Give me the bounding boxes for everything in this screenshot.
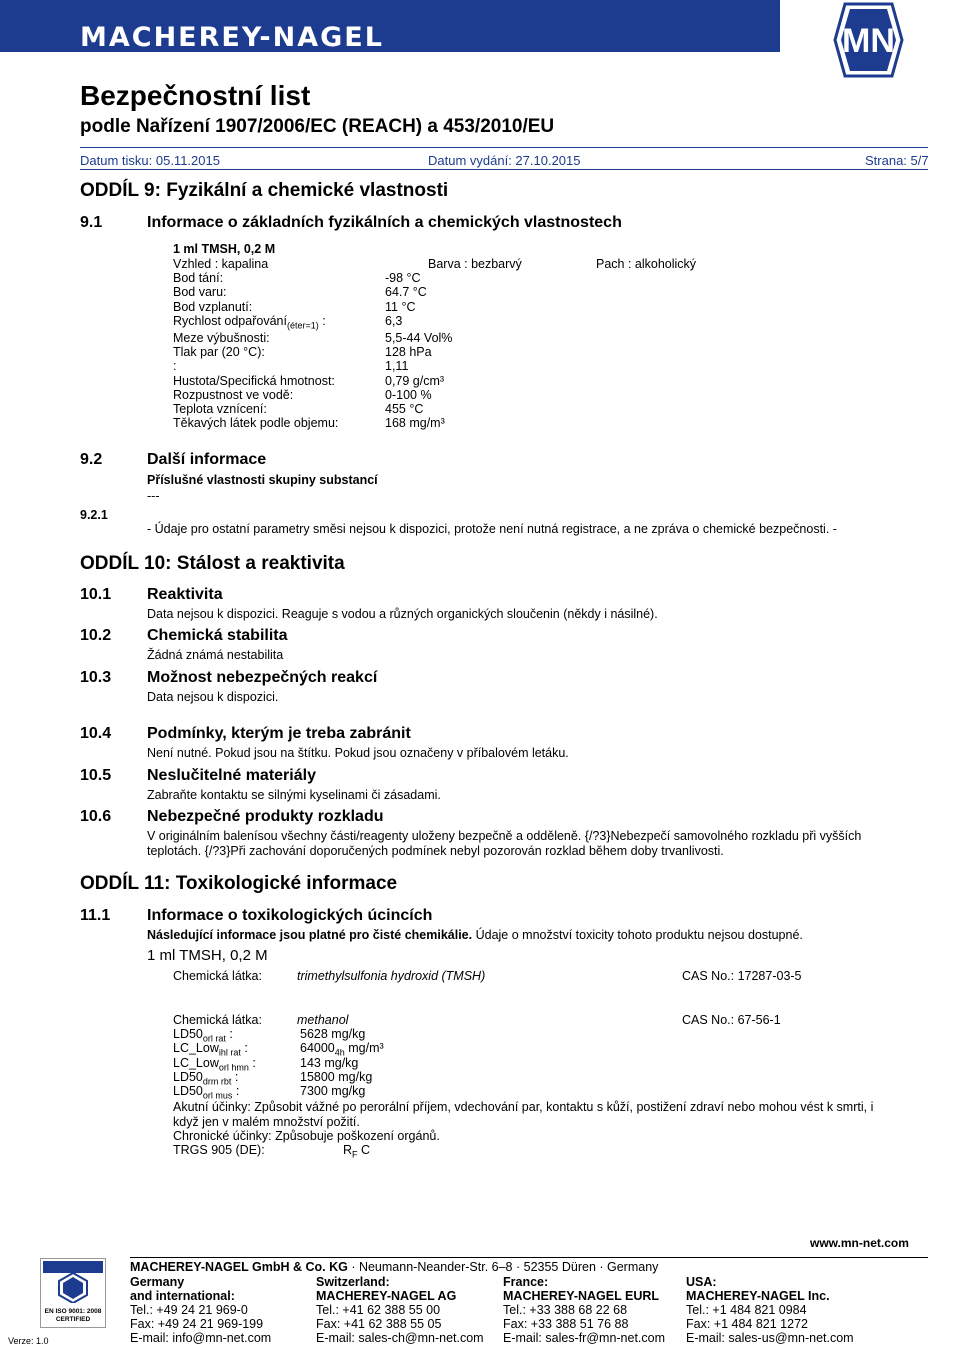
tox-product: 1 ml TMSH, 0,2 M [147,947,268,964]
tox-value: 7300 mg/kg [300,1084,366,1098]
s10-number: 10.3 [80,669,112,686]
footer-company: MACHEREY-NAGEL GmbH & Co. KG · Neumann-Neander-Str. 6–8 · 52355 Düren · Germany [130,1260,659,1274]
s10-text: V originálním balenísou všechny části/reagenty uloženy bezpečně a odděleně. {/?3}Nebezpečí samovolného rozkladu při vyšších [147,829,862,843]
s10-heading: Reaktivita [147,586,223,603]
acute-effects: Akutní účinky: Způsobit vážné po perorální příjem, vdechování par, kontaktu s kůží, postižení zdraví nebo mohou vést k smrti, i [173,1100,874,1114]
tox-label: LC_Low$_{orl hmn}$ : [173,1056,256,1073]
prop-value: 6,3 [385,314,403,328]
brand-name: MACHEREY-NAGEL [80,22,384,53]
footer-divider [130,1257,928,1258]
contact-france: France: MACHEREY-NAGEL EURL Tel.: +33 388 68 22 68 Fax: +33 388 51 76 88 E-mail: sales-fr@mn-net.com [503,1275,666,1345]
color: Barva : bezbarvý [428,257,522,271]
s91-number: 9.1 [80,214,103,231]
trgs-label: TRGS 905 (DE): [173,1143,265,1157]
odor: Pach : alkoholický [596,257,697,271]
prop-value: 168 mg/m³ [385,416,445,430]
tox-label: $LD50_{orl rat}$ : [173,1027,233,1044]
prop-value: 128 hPa [385,345,432,359]
trgs-value: $R_F$ C [343,1143,371,1160]
contact-germany: Germany and international: Tel.: +49 24 21 969-0 Fax: +49 24 21 969-199 E-mail: info@mn-net.com [130,1275,272,1345]
contact-switzerland: Switzerland: MACHEREY-NAGEL AG Tel.: +41 62 388 55 00 Fax: +41 62 388 55 05 E-mail: sales-ch@mn-net.com [316,1275,484,1345]
s10-number: 10.2 [80,627,112,644]
s10-heading: Možnost nebezpečných reakcí [147,669,378,686]
cert-text: EN ISO 9001: 2008 CERTIFIED [44,1308,102,1323]
tox-label: $LD50_{orl mus}$ : [173,1084,240,1101]
prop-value: 5,5-44 Vol% [385,331,453,345]
section-9-title: ODDÍL 9: Fyzikální a chemické vlastnosti [80,180,449,201]
prop-value: 0-100 % [385,388,432,402]
prop-label: Hustota/Specifická hmotnost: [173,374,335,388]
s10-number: 10.4 [80,725,112,742]
chem-name: trimethylsulfonia hydroxid (TMSH) [297,969,486,983]
s91-title: Informace o základních fyzikálních a chemických vlastnostech [147,214,622,231]
doc-title: Bezpečnostní list [80,80,311,111]
chronic-effects: Chronické účinky: Způsobuje poškození orgánů. [173,1129,440,1143]
chem-label: Chemická látka: [173,969,262,983]
s92-label: Příslušné vlastnosti skupiny substancí [147,473,378,487]
doc-subtitle: podle Nařízení 1907/2006/EC (REACH) a 453/2010/EU [80,116,555,137]
prop-label: Bod vzplanutí: [173,300,253,314]
tox-label: $LD50_{drm rbt}$ : [173,1070,239,1087]
chem-label: Chemická látka: [173,1013,262,1027]
s10-number: 10.5 [80,767,112,784]
prop-label: Meze výbušnosti: [173,331,270,345]
chem-name: methanol [297,1013,349,1027]
contact-usa: USA: MACHEREY-NAGEL Inc. Tel.: +1 484 821 0984 Fax: +1 484 821 1272 E-mail: sales-us@mn-net.com [686,1275,854,1345]
s10-number: 10.6 [80,808,112,825]
prop-value: 0,79 g/cm³ [385,374,445,388]
print-date: Datum tisku: 05.11.2015 [80,153,220,168]
footer-website[interactable]: www.mn-net.com [810,1236,909,1250]
prop-label: Rozpustnost ve vodě: [173,388,294,402]
s10-text-cont: teplotách. {/?3}Při zachování doporučených podmínek nebyl pozorován rozklad během doby trvanlivosti. [147,844,724,858]
iso-icon [41,1259,105,1303]
logo-text: MN [842,22,895,60]
section-11-title: ODDÍL 11: Toxikologické informace [80,873,398,894]
page-number: Strana: 5/7 [865,153,929,168]
s10-number: 10.1 [80,586,112,603]
s10-text: Není nutné. Pokud jsou na štítku. Pokud jsou označeny v příbalovém letáku. [147,746,569,760]
tox-value: 143 mg/kg [300,1056,359,1070]
prop-value: 455 °C [385,402,424,416]
prop-value: 1,11 [385,359,409,373]
prop-value: -98 °C [385,271,421,285]
prop-label: Bod varu: [173,285,227,299]
divider [80,169,928,170]
s921-number: 9.2.1 [80,508,108,522]
s111-title: Informace o toxikologických úcincích [147,907,433,924]
s921-text: - Údaje pro ostatní parametry směsi nejsou k dispozici, protože není nutná registrace, a ne zpráva o chemické bezpečnosti. - [147,522,837,536]
iso-certificate-badge [40,1258,106,1328]
product-name: 1 ml TMSH, 0,2 M [173,242,276,256]
s10-heading: Podmínky, kterým je treba zabránit [147,725,411,742]
tox-value: 5628 mg/kg [300,1027,366,1041]
prop-value: 64.7 °C [385,285,427,299]
tox-note: Následující informace jsou platné pro čisté chemikálie. Údaje o množství toxicity tohoto produktu nejsou dostupné. [147,928,803,942]
s10-heading: Chemická stabilita [147,627,288,644]
mn-logo [780,0,960,80]
s92-dash: --- [147,489,160,503]
issue-date: Datum vydání: 27.10.2015 [428,153,581,168]
tox-value: $64000_{4h}$ mg/m³ [300,1041,384,1058]
prop-label: Tlak par (20 °C): [173,345,265,359]
prop-label: Bod tání: [173,271,224,285]
s10-heading: Nebezpečné produkty rozkladu [147,808,384,825]
s92-number: 9.2 [80,451,103,468]
acute-effects-cont: když jen v malém množství požití. [173,1115,360,1129]
appearance: Vzhled : kapalina [173,257,269,271]
s92-title: Další informace [147,451,267,468]
s10-heading: Neslučitelné materiály [147,767,316,784]
tox-label: LC_Low$_{ihl rat}$ : [173,1041,248,1058]
prop-label: Těkavých látek podle objemu: [173,416,339,430]
divider [80,147,928,148]
prop-label: Rychlost odpařování$_{(éter=1)}$ : [173,314,326,331]
prop-label: Teplota vznícení: [173,402,267,416]
section-10-title: ODDÍL 10: Stálost a reaktivita [80,553,345,574]
s10-text: Žádná známá nestabilita [147,648,284,662]
prop-label: : [173,359,177,373]
version: Verze: 1.0 [8,1336,49,1346]
s111-number: 11.1 [80,907,111,924]
s10-text: Data nejsou k dispozici. [147,690,279,704]
tox-value: 15800 mg/kg [300,1070,373,1084]
s10-text: Data nejsou k dispozici. Reaguje s vodou a různých organických sloučenin (někdy i násilné). [147,607,658,621]
cas-number: CAS No.: 67-56-1 [682,1013,781,1027]
cas-number: CAS No.: 17287-03-5 [682,969,802,983]
s10-text: Zabraňte kontaktu se silnými kyselinami či zásadami. [147,788,441,802]
prop-value: 11 °C [385,300,416,314]
